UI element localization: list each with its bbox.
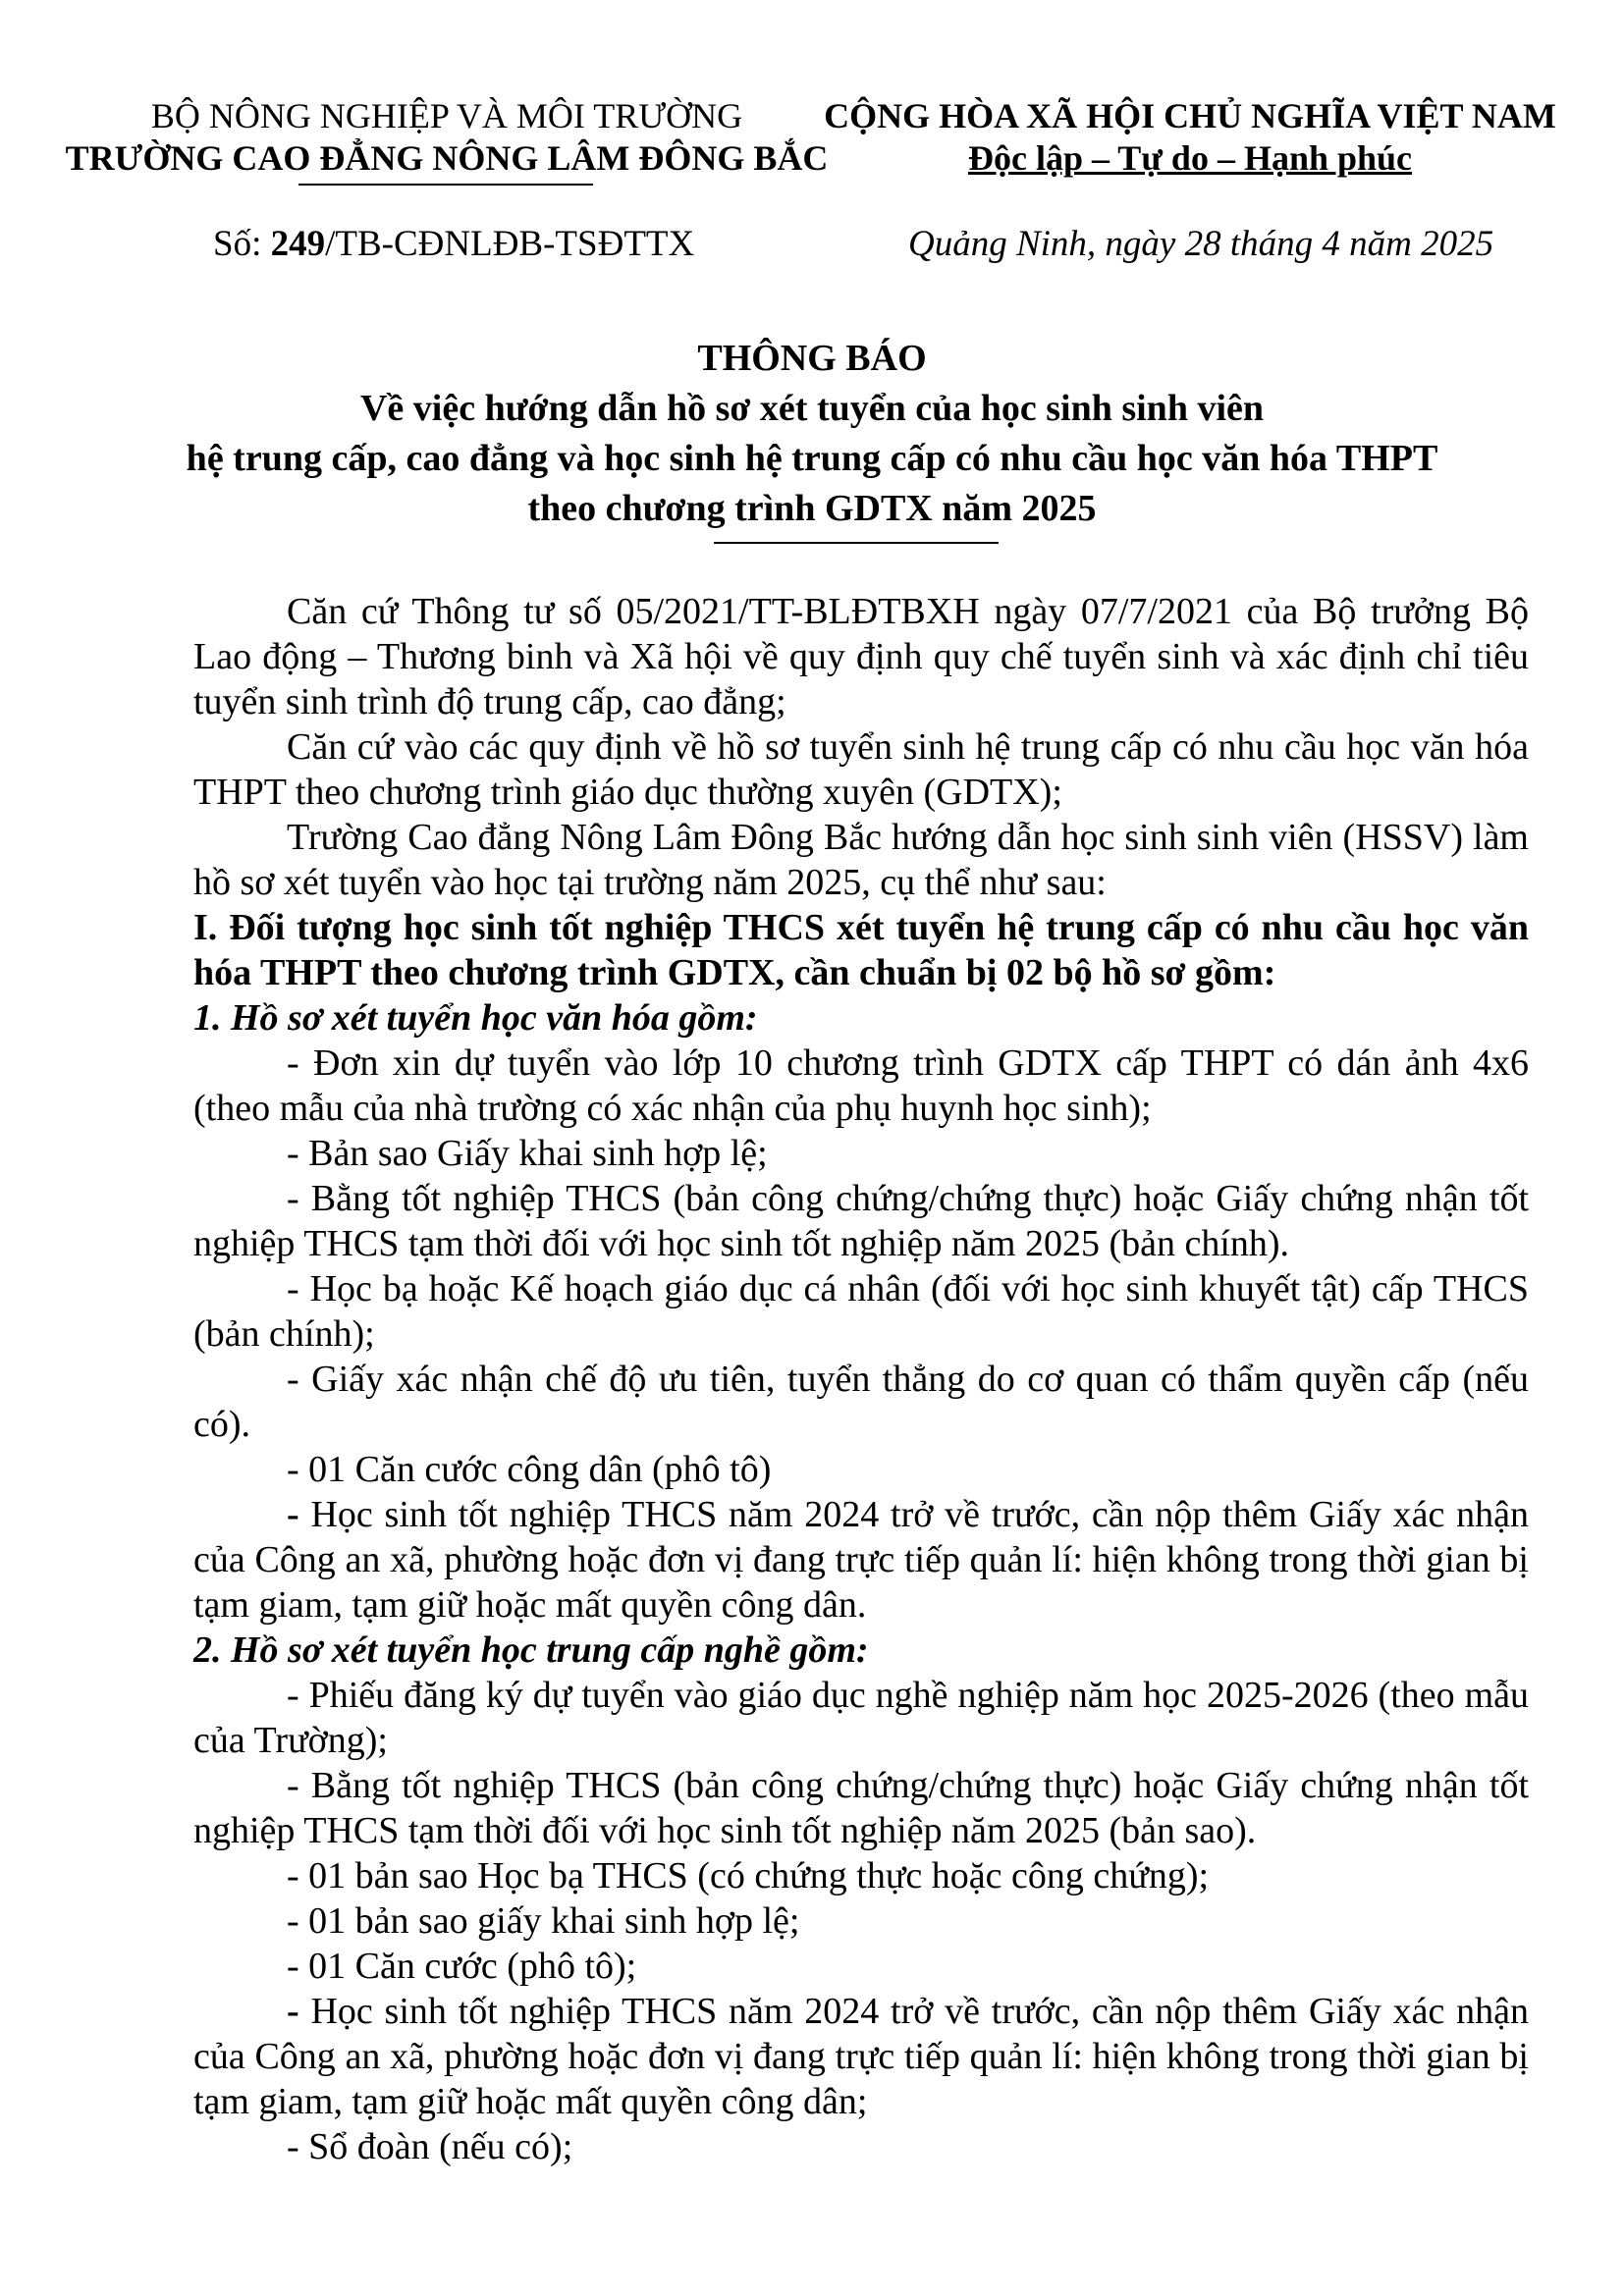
- list-item-text: Học sinh tốt nghiệp THCS năm 2024 trở về trước, cần nộp thêm Giấy xác nhận của Công an xã, phường hoặc đơn vị đang trực tiếp quản lí: hiện không trong thời gian bị tạm giam, tạm giữ hoặc mất quyền công dân;: [193, 1991, 1529, 2122]
- doc-title: THÔNG BÁO: [697, 338, 927, 379]
- school-name: TRƯỜNG CAO ĐẲNG NÔNG LÂM ĐÔNG BẮC: [65, 138, 829, 178]
- list-item: - Học bạ hoặc Kế hoạch giáo dục cá nhân (đối với học sinh khuyết tật) cấp THCS (bản chính);: [193, 1268, 1529, 1355]
- national-motto: Độc lập – Tự do – Hạnh phúc: [967, 138, 1413, 178]
- title-underline: [714, 542, 999, 544]
- preamble-paragraph: Căn cứ Thông tư số 05/2021/TT-BLĐTBXH ngày 07/7/2021 của Bộ trưởng Bộ Lao động – Thương binh và Xã hội về quy định quy chế tuyển sinh và xác định chỉ tiêu tuyển sinh trình độ trung cấp, cao đẳng;: [193, 591, 1529, 722]
- list-item: [193, 1492, 1529, 1628]
- list-item: - Sổ đoàn (nếu có);: [287, 2126, 573, 2167]
- doc-number-value: 249: [270, 224, 326, 264]
- list-item: - 01 bản sao Học bạ THCS (có chứng thực hoặc công chứng);: [287, 1855, 1210, 1896]
- list-item-text: Học sinh tốt nghiệp THCS năm 2024 trở về trước, cần nộp thêm Giấy xác nhận của Công an xã, phường hoặc đơn vị đang trực tiếp quản lí: hiện không trong thời gian bị tạm giam, tạm giữ hoặc mất quyền công dân.: [193, 1494, 1529, 1626]
- list-item: - Giấy xác nhận chế độ ưu tiên, tuyển thẳng do cơ quan có thẩm quyền cấp (nếu có).: [193, 1359, 1529, 1445]
- list-item: - Bằng tốt nghiệp THCS (bản công chứng/chứng thực) hoặc Giấy chứng nhận tốt nghiệp THCS tạm thời đối với học sinh tốt nghiệp năm 2025 (bản chính).: [193, 1178, 1529, 1264]
- country-name: CỘNG HÒA XÃ HỘI CHỦ NGHĨA VIỆT NAM: [824, 96, 1556, 135]
- ministry-name: BỘ NÔNG NGHIỆP VÀ MÔI TRƯỜNG: [150, 96, 743, 135]
- list-item: - Bản sao Giấy khai sinh hợp lệ;: [287, 1133, 768, 1174]
- list-item: - 01 bản sao giấy khai sinh hợp lệ;: [287, 1900, 800, 1942]
- subsection-2-heading: 2. Hồ sơ xét tuyển học trung cấp nghề gồm:: [193, 1629, 869, 1671]
- preamble-paragraph: Trường Cao đẳng Nông Lâm Đông Bắc hướng dẫn học sinh sinh viên (HSSV) làm hồ sơ xét tuyển vào học tại trường năm 2025, cụ thể như sau:: [193, 817, 1529, 903]
- school-name-underline: [298, 184, 593, 186]
- place-date: Quảng Ninh, ngày 28 tháng 4 năm 2025: [908, 224, 1494, 264]
- doc-number-prefix: Số:: [213, 224, 271, 264]
- list-item: - 01 Căn cước công dân (phô tô): [287, 1449, 772, 1490]
- doc-number-suffix: /TB-CĐNLĐB-TSĐTTX: [325, 224, 695, 264]
- preamble-paragraph: Căn cứ vào các quy định về hồ sơ tuyển sinh hệ trung cấp có nhu cầu học văn hóa THPT theo chương trình giáo dục thường xuyên (GDTX);: [193, 726, 1529, 813]
- list-item: - 01 Căn cước (phô tô);: [287, 1946, 637, 1987]
- bold-dash: -: [287, 1494, 299, 1535]
- document-number: [213, 222, 694, 267]
- doc-subject-line-3: theo chương trình GDTX năm 2025: [527, 488, 1097, 529]
- section-1-heading: I. Đối tượng học sinh tốt nghiệp THCS xét tuyển hệ trung cấp có nhu cầu học văn hóa THPT theo chương trình GDTX, cần chuẩn bị 02 bộ hồ sơ gồm:: [193, 907, 1529, 993]
- document-body: [193, 589, 1529, 2169]
- list-item: - Phiếu đăng ký dự tuyển vào giáo dục nghề nghiệp năm học 2025-2026 (theo mẫu của Trường);: [193, 1675, 1529, 1761]
- subsection-1-heading: 1. Hồ sơ xét tuyển học văn hóa gồm:: [193, 997, 758, 1039]
- doc-subject-line-1: Về việc hướng dẫn hồ sơ xét tuyển của học sinh sinh viên: [359, 388, 1265, 429]
- list-item: - Đơn xin dự tuyển vào lớp 10 chương trình GDTX cấp THPT có dán ảnh 4x6 (theo mẫu của nhà trường có xác nhận của phụ huynh học sinh);: [193, 1042, 1529, 1129]
- list-item: - Bằng tốt nghiệp THCS (bản công chứng/chứng thực) hoặc Giấy chứng nhận tốt nghiệp THCS tạm thời đối với học sinh tốt nghiệp năm 2025 (bản sao).: [193, 1765, 1529, 1851]
- bold-dash: -: [287, 1991, 299, 2032]
- doc-subject-line-2: hệ trung cấp, cao đẳng và học sinh hệ trung cấp có nhu cầu học văn hóa THPT: [186, 438, 1438, 479]
- list-item: [193, 1989, 1529, 2124]
